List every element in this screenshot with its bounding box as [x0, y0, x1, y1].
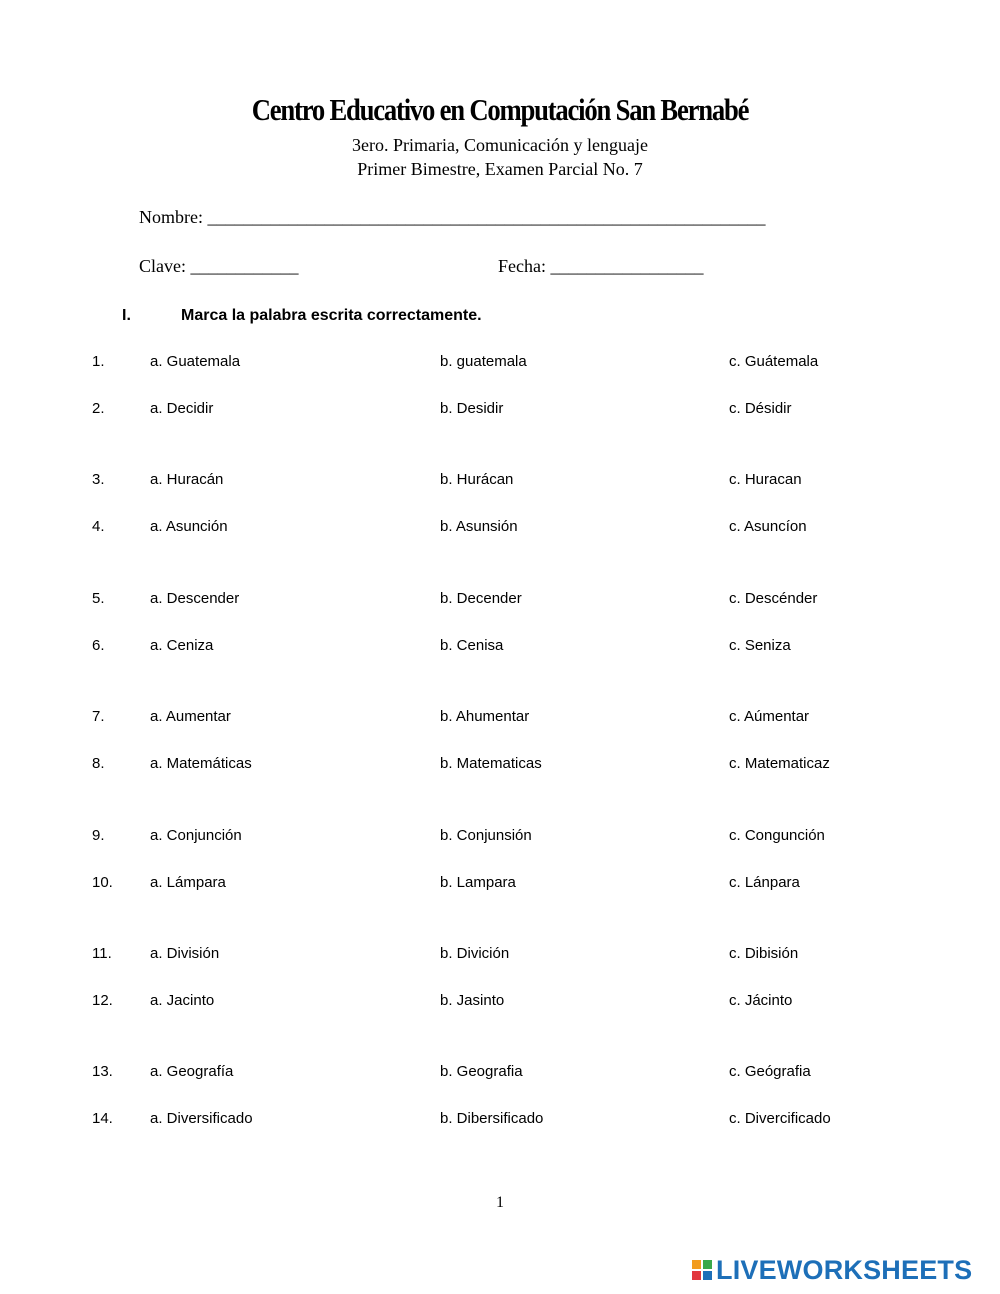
option-b[interactable]: b. Ahumentar: [440, 708, 530, 725]
option-a[interactable]: a. Conjunción: [150, 827, 242, 844]
question-row: [0, 637, 1000, 659]
question-number: 9.: [92, 827, 105, 844]
option-a[interactable]: a. Matemáticas: [150, 755, 252, 772]
option-c[interactable]: c. Aúmentar: [729, 708, 810, 725]
option-b[interactable]: b. Divición: [440, 945, 510, 962]
option-a[interactable]: a. Descender: [150, 590, 240, 607]
question-number: 5.: [92, 590, 105, 607]
option-a[interactable]: a. Guatemala: [150, 353, 241, 370]
school-title: Centro Educativo en Computación San Bernabé: [251, 92, 749, 127]
option-a[interactable]: a. Diversificado: [150, 1110, 253, 1127]
option-a[interactable]: a. Jacinto: [150, 992, 215, 1009]
grade-subtitle: 3ero. Primaria, Comunicación y lenguaje: [352, 135, 648, 155]
option-b[interactable]: b. Hurácan: [440, 471, 514, 488]
option-b[interactable]: b. guatemala: [440, 353, 527, 370]
question-number: 1.: [92, 353, 105, 370]
code-field: Clave: ____________: [139, 256, 299, 276]
question-row: [0, 590, 1000, 612]
logo-tile-2: [703, 1260, 712, 1269]
option-c[interactable]: c. Jácinto: [729, 992, 793, 1009]
section-instruction: Marca la palabra escrita correctamente.: [181, 307, 482, 324]
page-number: 1: [496, 1194, 504, 1211]
question-row: [0, 1110, 1000, 1132]
option-a[interactable]: a. Asunción: [150, 518, 228, 535]
question-row: [0, 827, 1000, 849]
option-b[interactable]: b. Geografia: [440, 1063, 523, 1080]
logo-tile-3: [692, 1271, 701, 1280]
option-b[interactable]: b. Conjunsión: [440, 827, 532, 844]
option-c[interactable]: c. Guátemala: [729, 353, 819, 370]
date-field: Fecha: _________________: [498, 256, 704, 276]
option-c[interactable]: c. Descénder: [729, 590, 818, 607]
option-a[interactable]: a. Lámpara: [150, 874, 226, 891]
option-a[interactable]: a. División: [150, 945, 220, 962]
question-number: 12.: [92, 992, 113, 1009]
option-c[interactable]: c. Congunción: [729, 827, 825, 844]
question-row: [0, 400, 1000, 422]
question-number: 10.: [92, 874, 113, 891]
option-b[interactable]: b. Dibersificado: [440, 1110, 544, 1127]
question-number: 2.: [92, 400, 105, 417]
option-b[interactable]: b. Decender: [440, 590, 522, 607]
logo-icon: [692, 1260, 712, 1280]
question-row: [0, 992, 1000, 1014]
option-c[interactable]: c. Geógrafia: [729, 1063, 811, 1080]
question-number: 6.: [92, 637, 105, 654]
logo-tile-1: [692, 1260, 701, 1269]
option-c[interactable]: c. Seniza: [729, 637, 791, 654]
option-c[interactable]: c. Matematicaz: [729, 755, 830, 772]
option-b[interactable]: b. Matematicas: [440, 755, 542, 772]
option-b[interactable]: b. Lampara: [440, 874, 516, 891]
question-number: 7.: [92, 708, 105, 725]
question-row: [0, 708, 1000, 730]
question-row: [0, 518, 1000, 540]
question-row: [0, 471, 1000, 493]
option-c[interactable]: c. Dibisión: [729, 945, 799, 962]
section-numeral: I.: [122, 307, 131, 324]
option-a[interactable]: a. Aumentar: [150, 708, 231, 725]
question-number: 14.: [92, 1110, 113, 1127]
option-a[interactable]: a. Ceniza: [150, 637, 214, 654]
option-b[interactable]: b. Asunsión: [440, 518, 518, 535]
logo-tile-4: [703, 1271, 712, 1280]
question-number: 8.: [92, 755, 105, 772]
question-number: 3.: [92, 471, 105, 488]
question-row: [0, 1063, 1000, 1085]
option-c[interactable]: c. Huracan: [729, 471, 802, 488]
question-row: [0, 874, 1000, 896]
option-a[interactable]: a. Geografía: [150, 1063, 234, 1080]
option-a[interactable]: a. Decidir: [150, 400, 214, 417]
option-b[interactable]: b. Jasinto: [440, 992, 505, 1009]
question-row: [0, 353, 1000, 375]
option-c[interactable]: c. Lánpara: [729, 874, 800, 891]
exam-subtitle: Primer Bimestre, Examen Parcial No. 7: [357, 159, 643, 179]
question-row: [0, 945, 1000, 967]
liveworksheets-logo: [692, 1253, 972, 1287]
name-field: Nombre: ______________________________________________________________: [139, 207, 766, 227]
option-c[interactable]: c. Désidir: [729, 400, 792, 417]
question-number: 4.: [92, 518, 105, 535]
option-c[interactable]: c. Asuncíon: [729, 518, 807, 535]
question-row: [0, 755, 1000, 777]
option-b[interactable]: b. Cenisa: [440, 637, 504, 654]
question-number: 11.: [92, 945, 112, 962]
option-b[interactable]: b. Desidir: [440, 400, 504, 417]
question-number: 13.: [92, 1063, 113, 1080]
option-a[interactable]: a. Huracán: [150, 471, 224, 488]
option-c[interactable]: c. Divercificado: [729, 1110, 831, 1127]
logo-text: LIVEWORKSHEETS: [716, 1254, 973, 1285]
